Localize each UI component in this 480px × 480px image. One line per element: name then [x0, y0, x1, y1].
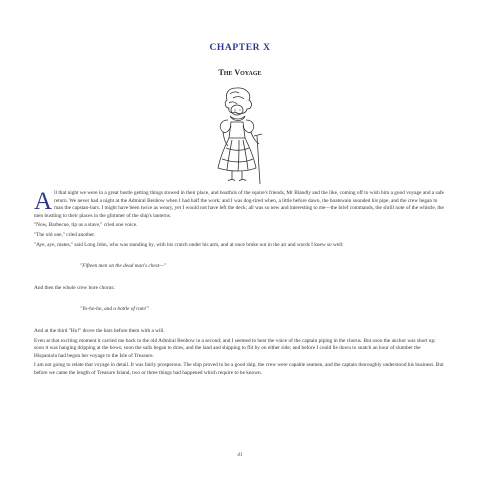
paragraph: Even at that exciting moment it carried me back to the old Admiral Benbow in a second; and I seemed to hear the voice of the captain piping in the chorus. But soon the anchor was short up; soon it was hanging dripping at the bows; soon the sails began to draw, and the land and shipping to flit by on either side; and before I could lie down to snatch an hour of slumber the Hispaniola had begun her voyage to the Isle of Treasure. [34, 337, 436, 359]
girl-with-crutch-illustration [206, 84, 276, 186]
drop-cap: A [34, 188, 53, 215]
paragraph-text: ll that night we were in a great bustle getting things stowed in their place, and boatfuls of the squire's friends, Mr Blandly and the like, coming off to wish him a good voyage and a safe return. We never had a night at the Admiral Benbow when I had half the work; and I was dog-tired when, a little before dawn, the boatswain sounded his pipe, and the crew began to man the capstan-bars. I might have been twice as weary, yet I would not have left the deck; all was so new and interesting to me—the brief commands, the shrill note of the whistle, the men bustling to their places in the glimmer of the ship's lanterns. [34, 190, 445, 219]
song-quote: "Yo-ho-ho, and a bottle of rum!" [80, 306, 149, 313]
paragraph: And at the third "Ho!" drove the bars before them with a will. [34, 327, 165, 334]
paragraph: And then the whole crew bore chorus: [34, 284, 115, 291]
paragraph: "The old one," cried another. [34, 231, 96, 238]
paragraph: "Aye, aye, mates," said Long John, who was standing by, with his crutch under his arm, and at once broke out in the air and words I knew so well: [34, 241, 344, 248]
paragraph: I am not going to relate that voyage in detail. It was fairly prosperous. The ship proved to be a good ship, the crew were capable seamen, and the captain thoroughly understood his business. But before we came the length of Treasure Island, two or three things had happened which require to be known. [34, 362, 444, 376]
song-quote: "Fifteen men on the dead man's chest—" [80, 263, 167, 270]
paragraph-opening [34, 190, 444, 220]
paragraph: "Now, Barbecue, tip us a stave," cried one voice. [34, 222, 138, 229]
chapter-heading: CHAPTER X [209, 43, 271, 53]
chapter-title: The Voyage [218, 68, 262, 77]
chapter-body [34, 190, 444, 380]
page-number: 41 [237, 452, 243, 458]
